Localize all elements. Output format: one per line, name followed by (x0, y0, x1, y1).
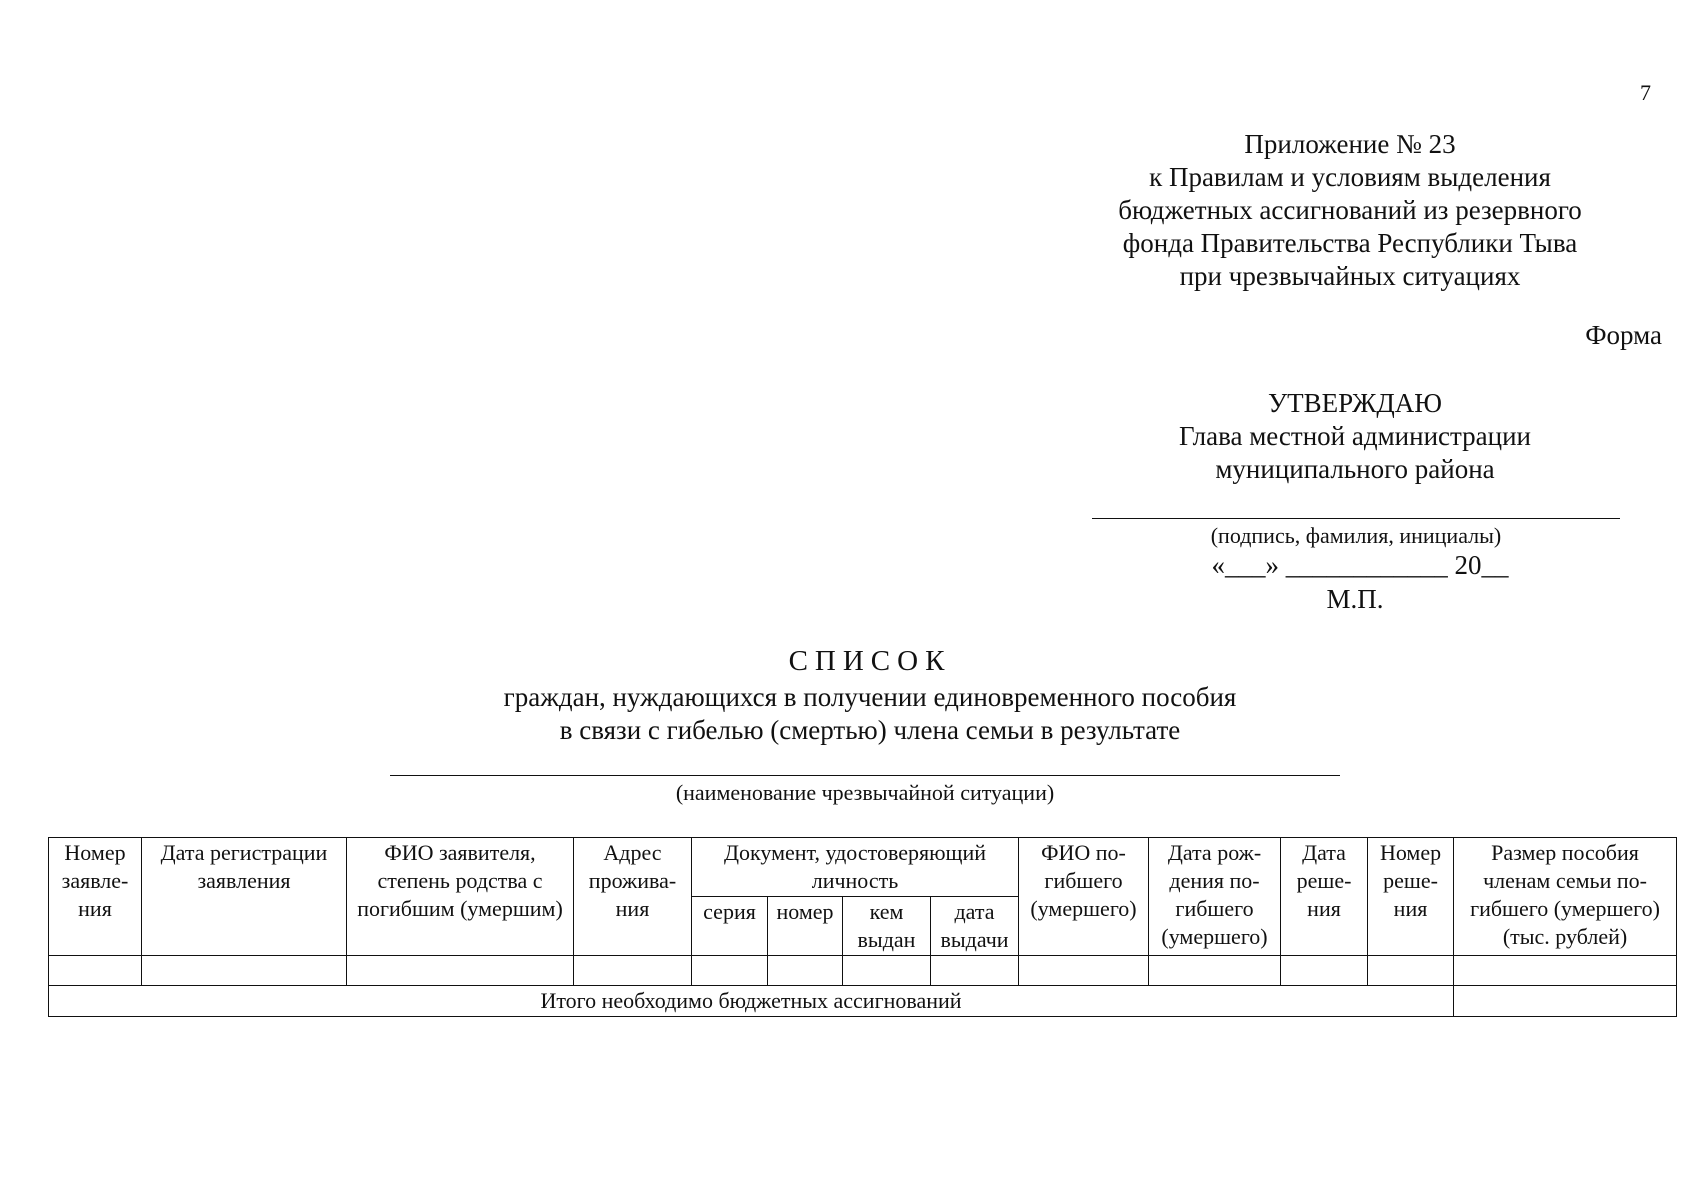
table-row (49, 956, 1677, 986)
appendix-line: при чрезвычайных ситуациях (1179, 261, 1521, 291)
signature-line (1092, 518, 1620, 519)
header-deceased-birth: Дата рож-дения по-гибшего (умершего) (1149, 838, 1281, 956)
table-cell (574, 956, 692, 986)
subtitle-line: в связи с гибелью (смертью) члена семьи в результате (559, 715, 1181, 745)
header-decision-number: Номер реше-ния (1368, 838, 1454, 956)
date-line: «___» ____________ 20__ (1211, 550, 1509, 580)
header-app-number: Номер заявле-ния (49, 838, 142, 956)
approval-line: муниципального района (1215, 454, 1495, 484)
approval-heading: УТВЕРЖДАЮ (1267, 388, 1443, 418)
table-cell (931, 956, 1019, 986)
table-cell (1368, 956, 1454, 986)
header-deceased-name: ФИО по-гибшего (умершего) (1019, 838, 1149, 956)
table-cell (843, 956, 931, 986)
table-cell (1149, 956, 1281, 986)
page-number: 7 (1640, 80, 1651, 105)
appendix-line: к Правилам и условиям выделения (1149, 162, 1551, 192)
header-benefit: Размер пособия членам семьи по-гибшего (умершего) (тыс. рублей) (1454, 838, 1677, 956)
signature-caption: (подпись, фамилия, инициалы) (1210, 523, 1502, 548)
subtitle-line: граждан, нуждающихся в получении единовременного пособия (503, 682, 1237, 712)
header-id-document: Документ, удостоверяющий личность (692, 838, 1019, 897)
emergency-name-line (390, 775, 1340, 776)
table-cell (692, 956, 768, 986)
citizens-table (48, 837, 1677, 1017)
header-decision-date: Дата реше-ния (1281, 838, 1368, 956)
table-cell (1454, 956, 1677, 986)
appendix-line: Приложение № 23 (1244, 129, 1456, 159)
approval-block (1095, 387, 1615, 486)
approval-line: Глава местной администрации (1179, 421, 1531, 451)
header-id-issue-date: дата выдачи (931, 897, 1019, 956)
total-row (49, 986, 1677, 1017)
document-title: СПИСОК (788, 645, 952, 677)
table-cell (49, 956, 142, 986)
table-cell (1019, 956, 1149, 986)
total-label: Итого необходимо бюджетных ассигнований (49, 986, 1454, 1017)
emergency-caption: (наименование чрезвычайной ситуации) (675, 780, 1055, 805)
table-cell (1281, 956, 1368, 986)
header-address: Адрес прожива-ния (574, 838, 692, 956)
appendix-line: бюджетных ассигнований из резервного (1118, 195, 1582, 225)
seal-label: М.П. (1326, 584, 1384, 614)
document-subtitle (370, 681, 1370, 747)
table-cell (142, 956, 347, 986)
table-cell (768, 956, 843, 986)
table-cell (347, 956, 574, 986)
header-id-series: серия (692, 897, 768, 956)
header-applicant: ФИО заявителя, степень родства с погибшим (умершим) (347, 838, 574, 956)
header-reg-date: Дата регистрации заявления (142, 838, 347, 956)
appendix-block (1090, 128, 1610, 293)
appendix-line: фонда Правительства Республики Тыва (1122, 228, 1578, 258)
form-label: Форма (1585, 320, 1662, 350)
total-value-cell (1454, 986, 1677, 1017)
header-id-number: номер (768, 897, 843, 956)
header-id-issued-by: кем выдан (843, 897, 931, 956)
